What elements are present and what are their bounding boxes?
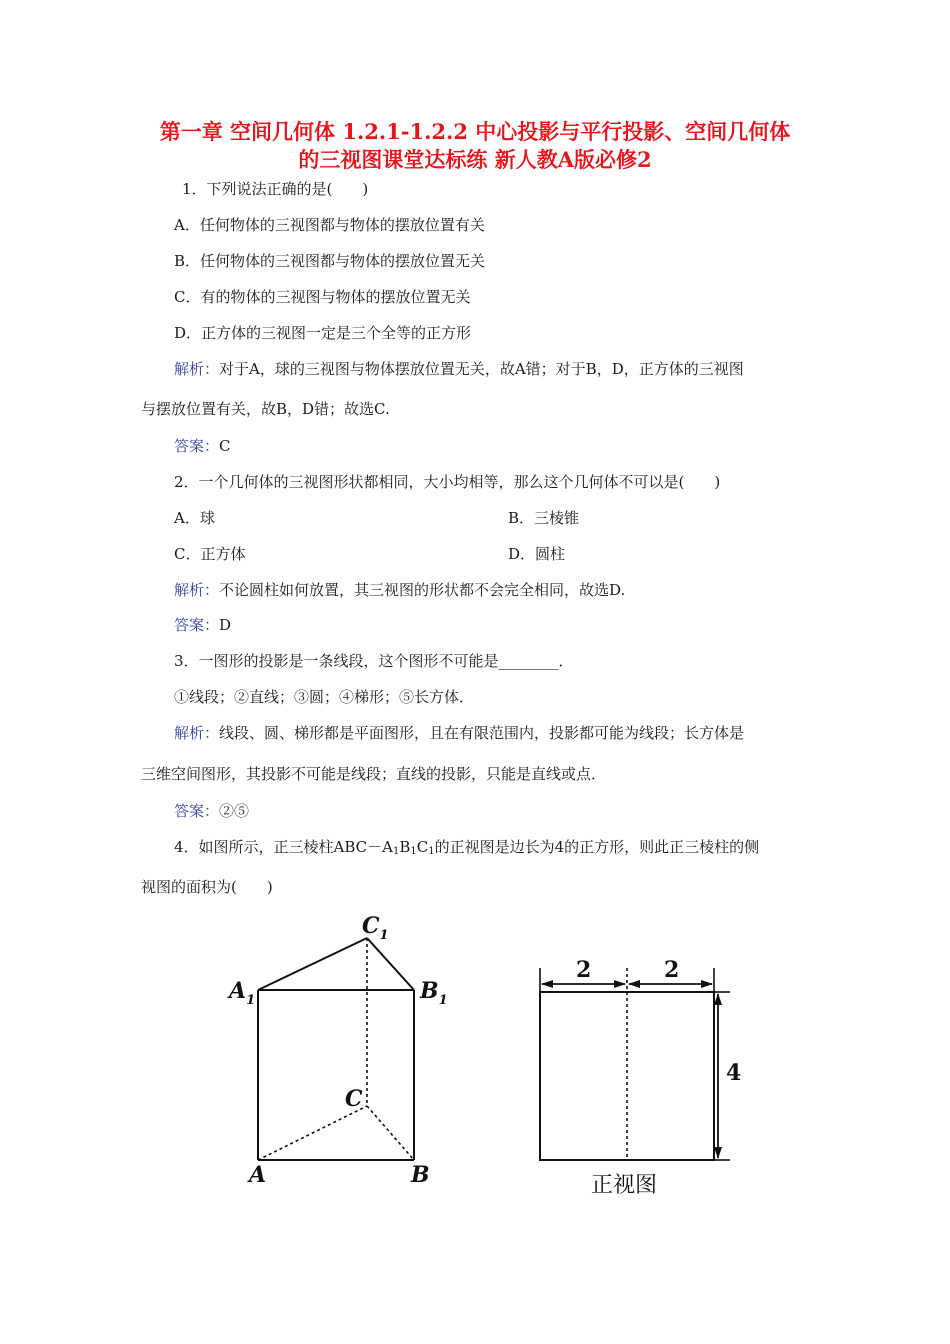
q2-option-a: A．球	[174, 509, 215, 527]
dimension-label-right: 2	[664, 957, 680, 983]
q1-analysis-cont: 与摆放位置有关，故B，D错；故选C.	[141, 400, 390, 418]
q1-stem: 1．下列说法正确的是( )	[182, 180, 369, 198]
answer-label: 答案：	[174, 616, 220, 634]
q1-option-d: D．正方体的三视图一定是三个全等的正方形	[174, 324, 472, 342]
q2-option-d: D．圆柱	[508, 545, 566, 563]
label-c: C	[345, 1086, 363, 1112]
analysis-label: 解析：	[174, 581, 220, 599]
q2-analysis-text: 不论圆柱如何放置，其三视图的形状都不会完全相同，故选D.	[219, 581, 626, 599]
q2-stem: 2．一个几何体的三视图形状都相同，大小均相等，那么这个几何体不可以是( )	[174, 473, 721, 491]
q1-option-b: B．任何物体的三视图都与物体的摆放位置无关	[174, 252, 486, 270]
q3-answer-value: ②⑤	[219, 802, 250, 820]
q4-stem-pre: 4．如图所示，正三棱柱ABC－A	[174, 838, 393, 856]
title-line-2: 的三视图课堂达标练 新人教A版必修2	[298, 147, 652, 172]
label-a: A	[249, 1162, 267, 1188]
hidden-edge-a-c	[258, 1106, 367, 1160]
q2-answer-value: D	[219, 616, 232, 634]
q4-stem-post: 的正视图是边长为4的正方形，则此正三棱柱的侧	[434, 838, 760, 856]
hidden-edge-c-b	[367, 1106, 414, 1160]
q3-stem: 3．一图形的投影是一条线段，这个图形不可能是________．	[174, 652, 574, 670]
analysis-label: 解析：	[174, 360, 220, 378]
q3-analysis-cont: 三维空间图形，其投影不可能是线段；直线的投影，只能是直线或点．	[141, 765, 607, 783]
q4-stem-c: C	[416, 838, 429, 856]
q1-answer-value: C	[219, 437, 231, 455]
edge-a1-c1	[258, 938, 367, 990]
q4-stem-cont: 视图的面积为( )	[141, 878, 273, 896]
answer-label: 答案：	[174, 437, 220, 455]
analysis-label: 解析：	[174, 724, 220, 742]
q3-analysis-text: 线段、圆、梯形都是平面图形，且在有限范围内，投影都可能为线段；长方体是	[219, 724, 745, 742]
title-line-1: 第一章 空间几何体 1.2.1-1.2.2 中心投影与平行投影、空间几何体	[159, 119, 791, 144]
label-b: B	[411, 1162, 430, 1188]
subscript: 1	[410, 846, 417, 857]
q1-option-a: A．任何物体的三视图都与物体的摆放位置有关	[174, 216, 485, 234]
q1-option-c: C．有的物体的三视图与物体的摆放位置无关	[174, 288, 471, 306]
label-a1: $A_1$	[229, 978, 256, 1008]
front-view-caption: 正视图	[591, 1173, 658, 1198]
q2-option-c: C．正方体	[174, 545, 246, 563]
subscript: 1	[393, 846, 400, 857]
q4-stem-b: B	[399, 838, 411, 856]
answer-label: 答案：	[174, 802, 220, 820]
front-view-drawing	[540, 968, 730, 1160]
q3-options: ①线段；②直线；③圆；④梯形；⑤长方体．	[174, 688, 475, 706]
edge-c1-b1	[367, 938, 414, 990]
dimension-label-height: 4	[726, 1060, 742, 1086]
label-b1: $B_1$	[420, 978, 448, 1008]
label-c1: $C_1$	[362, 913, 389, 943]
subscript: 1	[428, 846, 435, 857]
triangular-prism-drawing	[258, 938, 414, 1160]
dimension-label-left: 2	[576, 957, 592, 983]
q1-analysis-text: 对于A，球的三视图与物体摆放位置无关，故A错；对于B，D，正方体的三视图	[219, 360, 744, 378]
q2-option-b: B．三棱锥	[508, 509, 580, 527]
